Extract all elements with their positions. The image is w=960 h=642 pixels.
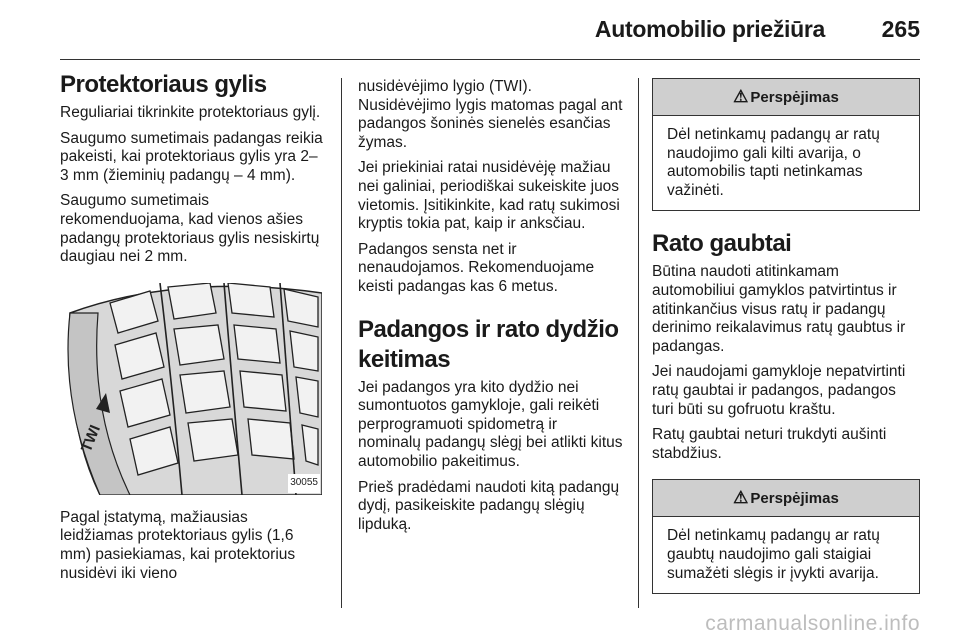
warning-title: Perspėjimas: [750, 89, 839, 106]
warning-title: Perspėjimas: [750, 490, 839, 508]
paragraph: Jei priekiniai ratai nusidėvėję mažiau nei galiniai, periodiškai sukeiskite juos vietomis. Įsitikinkite, kad ratų sukimosi kryptis tokia pat, kaip ir anksčiau.: [358, 159, 620, 233]
figure-id: 30055: [288, 474, 320, 493]
warning-box-2: [652, 479, 920, 594]
header-divider: [60, 59, 920, 60]
column-1: [60, 70, 325, 590]
column-divider-2: [638, 78, 639, 608]
paragraph: Būtina naudoti atitinkamam automobiliui gamyklos patvirtintus ir atitinkančius visus ratų ir padangų derinimo reikalavimus ratų gaubtus ir padangas.: [652, 263, 906, 355]
section-heading-tire-size-change: Padangos ir rato dydžio keitimas: [358, 315, 619, 373]
warning-header: [653, 480, 919, 517]
section-heading-tread-depth: Protektoriaus gylis: [60, 71, 267, 98]
paragraph: nusidėvėjimo lygio (TWI). Nusidėvėjimo lygis matomas pagal ant padangos šoninės sienelės esančias žymas.: [358, 78, 623, 151]
paragraph: Jei padangos yra kito dydžio nei sumontuotos gamykloje, gali reikėti perprogramuoti spidometrą ir nominalų padangų slėgį bei atlikti kitus automobilio pakeitimus.: [358, 378, 623, 470]
warning-box-1: [652, 78, 920, 211]
warning-triangle-icon: ⚠: [733, 87, 749, 106]
paragraph: Padangos sensta net ir nenaudojamos. Rekomenduojame keisti padangas kas 6 metus.: [358, 240, 595, 295]
page-number: 265: [881, 16, 920, 42]
paragraph: Jei naudojami gamykloje nepatvirtinti ratų gaubtai ir padangos, padangos turi būti su gofruotu kraštu.: [652, 363, 906, 418]
watermark: carmanualsonline.info: [705, 612, 920, 635]
column-3: [652, 78, 920, 608]
twi-label: TWI: [77, 422, 105, 455]
warning-text: Dėl netinkamų padangų ar ratų gaubtų naudojimo gali staigiai sumažėti slėgis ir įvykti avarija.: [667, 527, 880, 582]
paragraph: Reguliariai tikrinkite protektoriaus gylį.: [60, 104, 321, 121]
paragraph: Pagal įstatymą, mažiausias leidžiamas protektoriaus gylis (1,6 mm) pasiekiamas, kai protektorius nusidėvi iki vieno: [60, 508, 296, 582]
column-2: [358, 78, 623, 541]
paragraph: Prieš pradėdami naudoti kitą padangų dydį, pasikeiskite padangų slėgių lipduką.: [358, 478, 620, 533]
column-divider-1: [341, 78, 342, 608]
warning-header: [653, 79, 919, 116]
tire-tread-illustration: [60, 283, 322, 495]
section-heading-wheel-covers: Rato gaubtai: [652, 230, 792, 258]
paragraph: Saugumo sumetimais rekomenduojama, kad vienos ašies padangų protektoriaus gylis nesiskirtų daugiau nei 2 mm.: [60, 192, 320, 266]
page-header-title: Automobilio priežiūra: [594, 16, 825, 42]
paragraph: Saugumo sumetimais padangas reikia pakeisti, kai protektoriaus gylis yra 2–3 mm (žieminių padangų – 4 mm).: [60, 129, 323, 184]
warning-text: Dėl netinkamų padangų ar ratų naudojimo gali kilti avarija, o automobilis tapti netinkamas važinėti.: [667, 126, 880, 199]
warning-triangle-icon: ⚠: [733, 488, 749, 508]
paragraph: Ratų gaubtai neturi trukdyti aušinti stabdžius.: [652, 426, 887, 462]
tire-tread-figure: [60, 283, 322, 495]
